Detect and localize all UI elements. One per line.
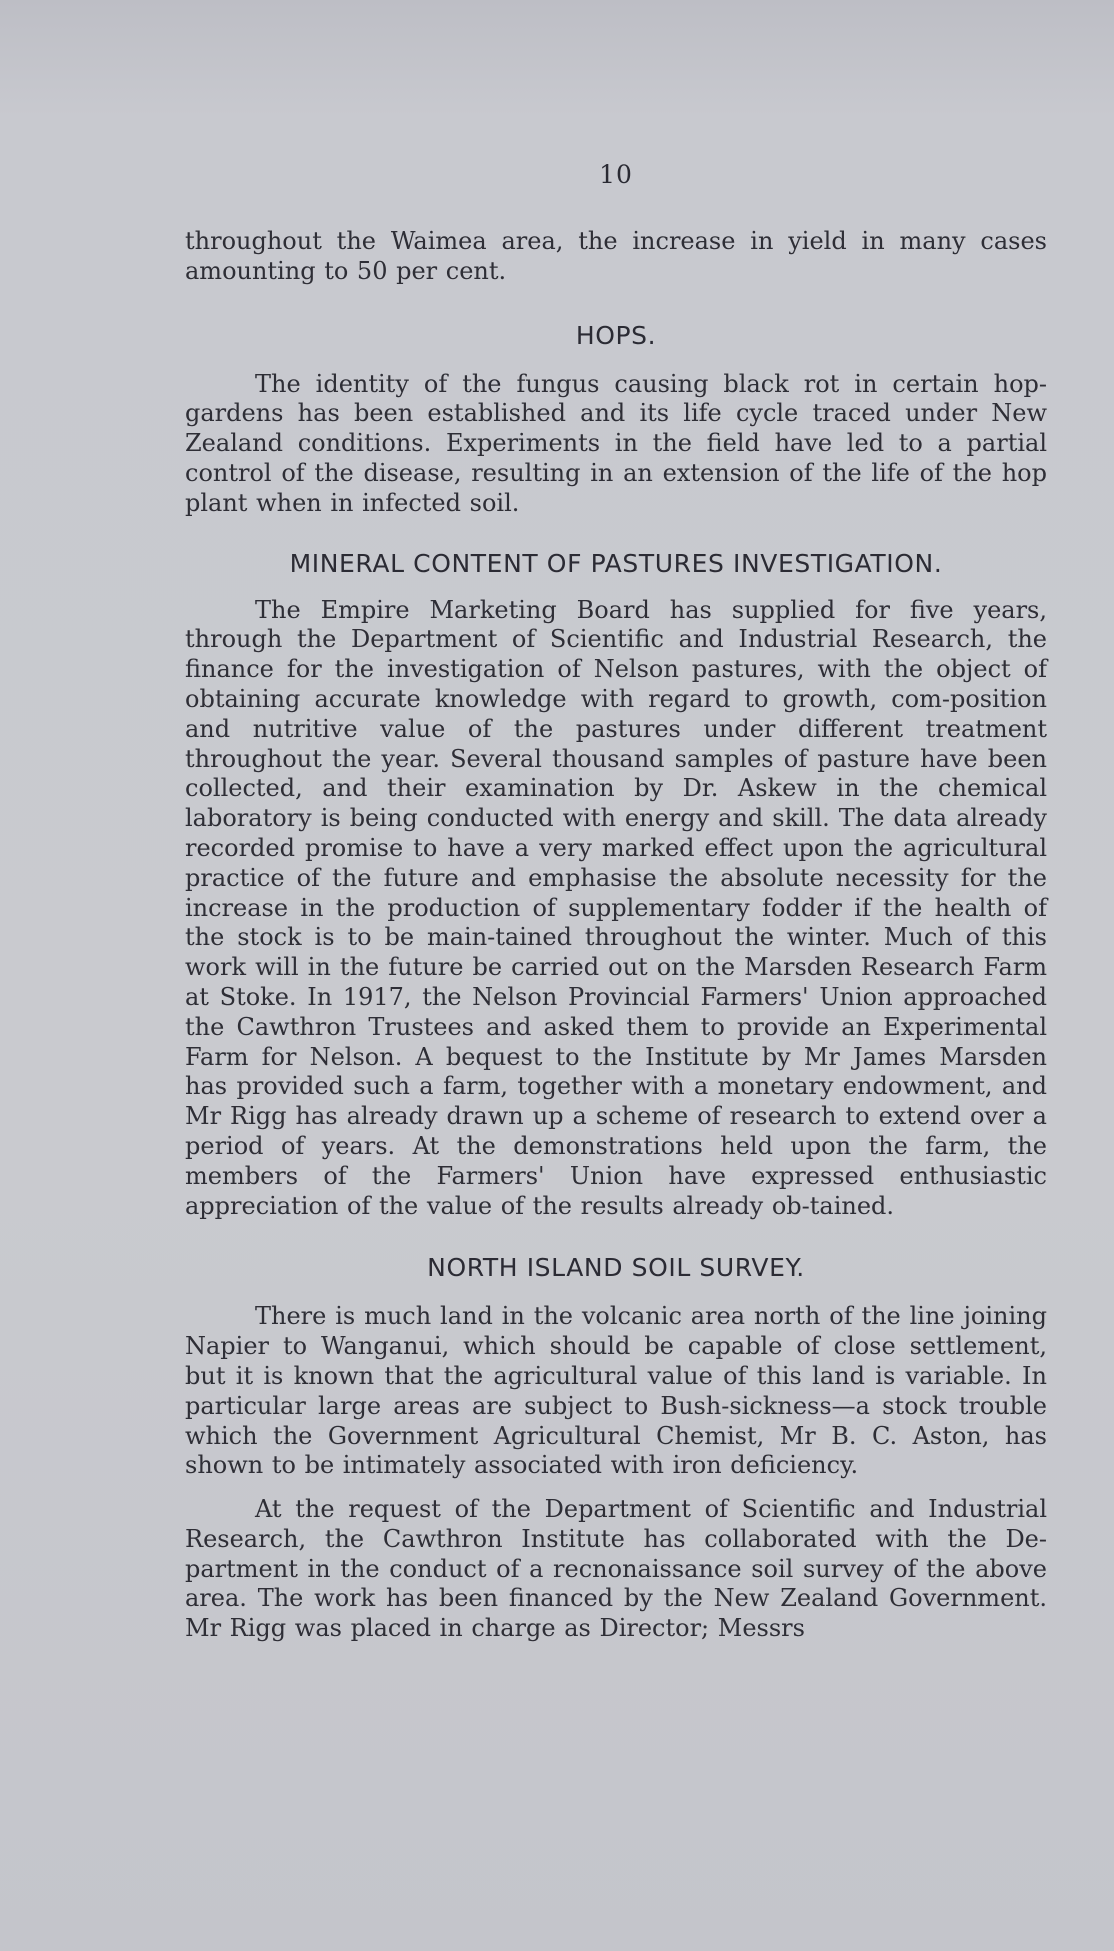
soil-survey-paragraph-2: At the request of the Department of Scientific and Industrial Research, the Cawthron Institute has collaborated with the De-partment in the conduct of a recnonaissance soil survey of the above area. The work has been financed by the New Zealand Government. Mr Rigg was placed in charge as Director; Messrs [185, 1495, 1047, 1643]
soil-survey-paragraph-1: There is much land in the volcanic area north of the line joining Napier to Wanganui, which should be capable of close settlement, but it is known that the agricultural value of this land is variable. In particular large areas are subject to Bush-sickness—a stock trouble which the Government Agricultural Chemist, Mr B. C. Aston, has shown to be intimately associated with iron deficiency. [185, 1302, 1047, 1480]
section-heading-mineral-content: MINERAL CONTENT OF PASTURES INVESTIGATION. [289, 548, 943, 578]
section-heading-hops: HOPS. [575, 320, 657, 350]
section-heading-north-island-soil-survey: NORTH ISLAND SOIL SURVEY. [427, 1253, 805, 1283]
page-number: 10 [599, 160, 633, 189]
intro-paragraph: throughout the Waimea area, the increase in yield in many cases amounting to 50 per cent. [185, 227, 1047, 285]
mineral-content-paragraph: The Empire Marketing Board has supplied for five years, through the Department of Scientific and Industrial Research, the finance for the investigation of Nelson pastures, with the object of obtaining accurate knowledge with regard to growth, com-position and nutritive value of the pastures under different treatment throughout the year. Several thousand samples of pasture have been collected, and their examination by Dr. Askew in the chemical laboratory is being conducted with energy and skill. The data already recorded promise to have a very marked effect upon the agricultural practice of the future and emphasise the absolute necessity for the increase in the production of supplementary fodder if the health of the stock is to be main-tained throughout the winter. Much of this work will in the future be carried out on the Marsden Research Farm at Stoke. In 1917, the Nelson Provincial Farmers' Union approached the Cawthron Trustees and asked them to provide an Experimental Farm for Nelson. A bequest to the Institute by Mr James Marsden has provided such a farm, together with a monetary endowment, and Mr Rigg has already drawn up a scheme of research to extend over a period of years. At the demonstrations held upon the farm, the members of the Farmers' Union have expressed enthusiastic appreciation of the value of the results already ob-tained. [185, 595, 1047, 1220]
page-content [185, 160, 1047, 1644]
hops-paragraph: The identity of the fungus causing black rot in certain hop-gardens has been established and its life cycle traced under New Zealand conditions. Experiments in the field have led to a partial control of the disease, resulting in an extension of the life of the hop plant when in infected soil. [185, 369, 1047, 517]
